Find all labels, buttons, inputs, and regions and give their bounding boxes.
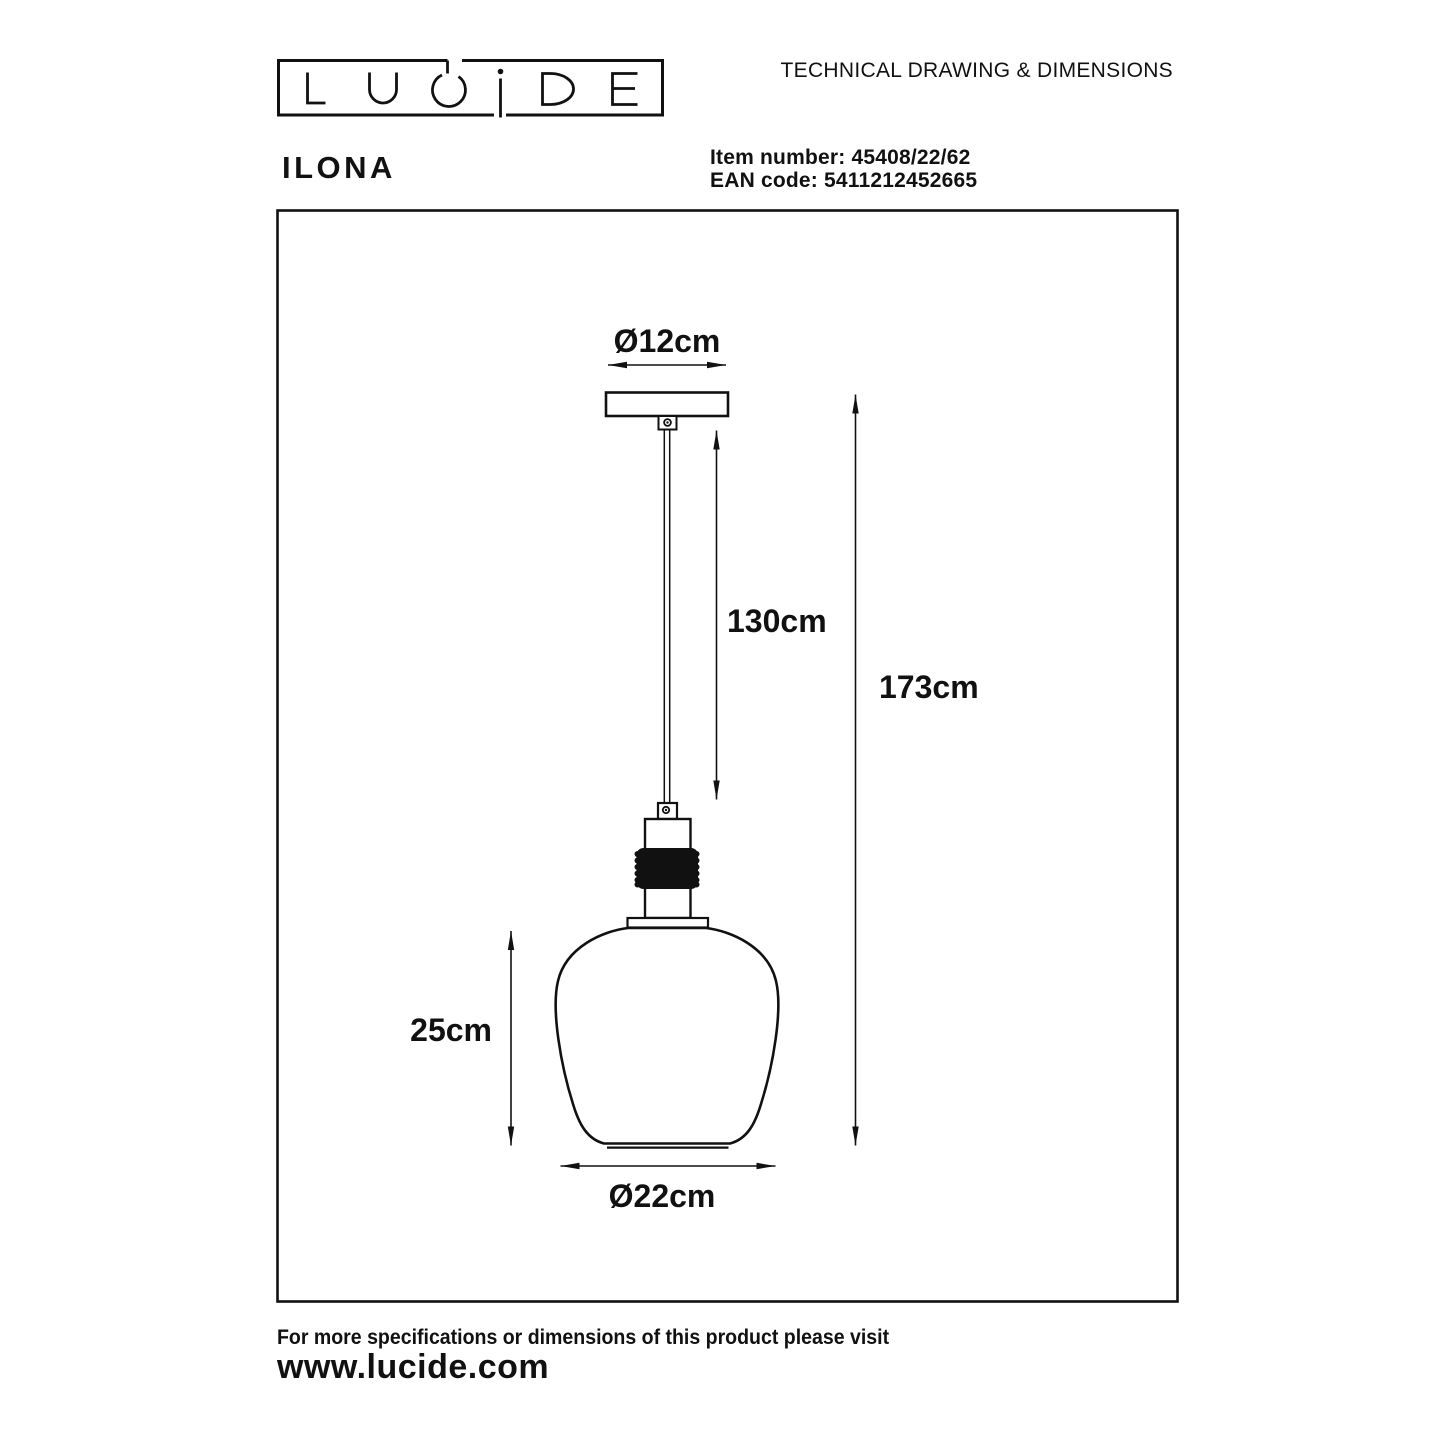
dim-label-canopy-diameter: Ø12cm: [613, 323, 721, 359]
glass-shade: [556, 928, 779, 1144]
fitting-screw-dot: [665, 809, 667, 811]
item-number-row: [710, 146, 977, 169]
product-codes: [710, 146, 977, 192]
footer-note: For more specifications or dimensions of this product please visit: [277, 1326, 890, 1349]
technical-drawing: [276, 209, 1179, 1303]
canopy-screw-dot: [666, 421, 668, 423]
item-number-label: Item number:: [710, 146, 846, 169]
ean-value: 5411212452665: [824, 169, 978, 192]
dim-label-cable-length: 130cm: [727, 603, 827, 639]
dim-label-shade-diameter: Ø22cm: [608, 1178, 716, 1214]
logo-border: [279, 61, 663, 116]
item-number-value: 45408/22/62: [851, 146, 971, 169]
ceiling-canopy: [606, 393, 728, 417]
dim-label-shade-height: 25cm: [410, 1012, 492, 1048]
document-title: TECHNICAL DRAWING & DIMENSIONS: [780, 59, 1173, 82]
logo-letter-i-dot: [498, 69, 504, 75]
cable-fitting: [658, 803, 677, 819]
dim-label-total-height: 173cm: [879, 669, 979, 705]
logo-letters: [308, 69, 638, 118]
ean-row: [710, 169, 977, 192]
footer-website: www.lucide.com: [277, 1348, 550, 1386]
logo-letter-d: [543, 74, 574, 105]
product-name: ILONA: [282, 150, 396, 185]
logo-letter-u: [370, 73, 397, 104]
logo-letter-c: [432, 75, 465, 106]
shade-collar: [628, 918, 709, 928]
suspension-cable: [664, 429, 669, 803]
lucide-logo: [275, 57, 667, 123]
logo-letter-l: [308, 73, 326, 104]
logo-letter-e: [613, 74, 638, 105]
coil-detail: [635, 848, 700, 889]
ean-label: EAN code:: [710, 169, 818, 192]
